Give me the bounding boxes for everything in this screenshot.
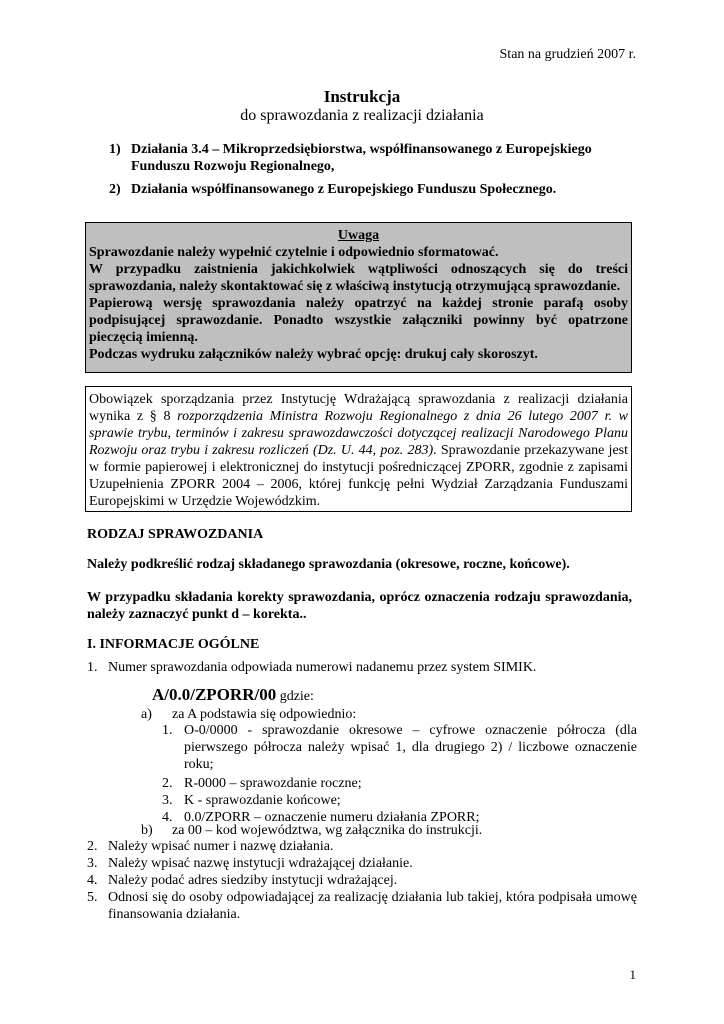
code-item-text: R-0000 – sprawozdanie roczne; [184, 776, 362, 791]
code-item: 2. R-0000 – sprawozdanie roczne; [162, 776, 362, 791]
code-item: 4. 0.0/ZPORR – oznaczenie numeru działania ZPORR; [162, 810, 480, 825]
program-item [109, 181, 639, 198]
regulation-citation: rozporządzenia Ministra Rozwoju Regionalnego z dnia 26 lutego 2007 r. w sprawie trybu, terminów i zakresu sprawozdawczości dotyczącej realizacji Narodowego Planu Rozwoju oraz trybu i zakresu rozliczeń (Dz. U. 44, poz. 283) [89, 409, 628, 458]
program-list [109, 141, 639, 204]
notice-box [85, 222, 632, 373]
notice-line: Sprawozdanie należy wypełnić czytelnie i odpowiednio sformatować. [89, 245, 499, 260]
obligation-text-end: . Sprawozdanie przekazywane jest w formie papierowej i elektronicznej do instytucji pośredniczącej ZPORR, zgodnie z zapisami Uzupełnienia ZPORR 2004 – 2006, której funkcję pełni Wydział Zarządzania Funduszami Europejskimi w Urzędzie Wojewódzkim. [89, 443, 628, 509]
notice-line: Papierową wersję sprawozdania należy opatrzyć na każdej stronie parafą osoby podpisującej sprawozdanie. Ponadto wszystkie załączniki powinny być opatrzone pieczęcią imienną. [89, 296, 628, 345]
document-date: Stan na grudzień 2007 r. [499, 47, 636, 62]
program-number: 2) [109, 182, 121, 197]
notice-heading: Uwaga [337, 228, 380, 243]
code-item: 3. K - sprawozdanie końcowe; [162, 793, 341, 808]
general-info-heading: I. INFORMACJE OGÓLNE [87, 637, 260, 652]
general-item-text: Odnosi się do osoby odpowiadającej za realizację działania lub takiej, która podpisała umowę finansowania działania. [108, 890, 637, 922]
code-item-text: O-0/0000 - sprawozdanie okresowe – cyfrowe oznaczenie półrocza (dla pierwszego półrocza należy wpisać 1, dla drugiego 2) / liczbowe oznaczenie roku; [184, 723, 637, 772]
sub-item-b-text: za 00 – kod województwa, wg załącznika do instrukcji. [172, 823, 483, 838]
obligation-text: Obowiązek sporządzania przez Instytucję Wdrażającą sprawozdania z realizacji działania wynika z § 8 [89, 392, 628, 424]
general-item-text: Należy wpisać numer i nazwę działania. [108, 839, 334, 854]
program-text: Działania współfinansowanego z Europejskiego Funduszu Społecznego. [131, 182, 557, 197]
program-text: Działania 3.4 – Mikroprzedsiębiorstwa, współfinansowanego z Europejskiego Funduszu Rozwoju Regionalnego, [131, 142, 592, 174]
sub-item-a-text: za A podstawia się odpowiednio: [172, 707, 357, 722]
notice-line: Podczas wydruku załączników należy wybrać opcję: drukuj cały skoroszyt. [89, 347, 538, 362]
notice-line: W przypadku zaistnienia jakichkolwiek wątpliwości odnoszących się do treści sprawozdania, należy skontaktować się z właściwą instytucją otrzymującą sprawozdanie. [89, 262, 628, 294]
report-type-instruction: Należy podkreślić rodzaj składanego sprawozdania (okresowe, roczne, końcowe). [87, 557, 570, 572]
report-number-format [152, 686, 314, 705]
document-subtitle: do sprawozdania z realizacji działania [240, 107, 484, 124]
program-item [109, 141, 639, 175]
program-number: 1) [109, 142, 121, 157]
code-item-text: 0.0/ZPORR – oznaczenie numeru działania ZPORR; [184, 810, 480, 825]
general-item-text: Numer sprawozdania odpowiada numerowi nadanemu przez system SIMIK. [108, 660, 537, 675]
general-item-text: Należy podać adres siedziby instytucji wdrażającej. [108, 873, 398, 888]
code-list [162, 722, 637, 826]
general-item-text: Należy wpisać nazwę instytucji wdrażającej działanie. [108, 856, 413, 871]
page-number: 1 [629, 967, 636, 982]
report-code: A/0.0/ZPORR/00 [152, 685, 277, 704]
report-code-suffix: gdzie: [276, 689, 314, 704]
code-item-text: K - sprawozdanie końcowe; [184, 793, 341, 808]
correction-instruction: W przypadku składania korekty sprawozdania, oprócz oznaczenia rodzaju sprawozdania, należy zaznaczyć punkt d – korekta.. [87, 590, 632, 622]
code-item: 1. O-0/0000 - sprawozdanie okresowe – cyfrowe oznaczenie półrocza (dla pierwszego półrocza należy wpisać 1, dla drugiego 2) / liczbowe oznaczenie roku; [162, 723, 637, 772]
document-title: Instrukcja [323, 87, 401, 106]
obligation-box [85, 386, 632, 512]
report-type-heading: RODZAJ SPRAWOZDANIA [87, 527, 264, 542]
